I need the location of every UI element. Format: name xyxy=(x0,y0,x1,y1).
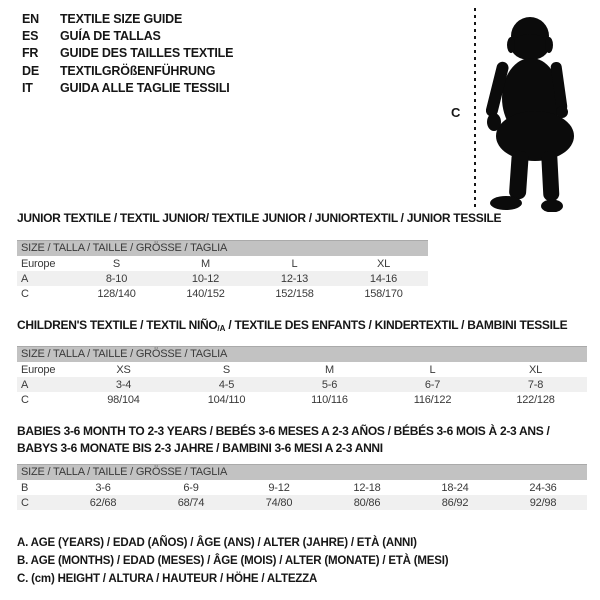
babies-table-body xyxy=(17,480,587,510)
lang-row-es xyxy=(22,28,233,45)
height-dashed-line xyxy=(474,8,476,210)
table-row xyxy=(17,286,428,301)
lang-code: IT xyxy=(22,80,33,95)
junior-table-body xyxy=(17,256,428,301)
lang-title: GUIDA ALLE TAGLIE TESSILI xyxy=(60,80,230,95)
size-value-cell: 140/152 xyxy=(186,287,225,300)
baby-silhouette-icon xyxy=(486,6,586,212)
legend-line-a: A. AGE (YEARS) / EDAD (AÑOS) / ÂGE (ANS) / ALTER (JAHRE) / ETÀ (ANNI) xyxy=(17,537,417,549)
lang-row-de xyxy=(22,63,233,80)
size-header-bar: SIZE / TALLA / TAILLE / GRÖSSE / TAGLIA xyxy=(17,240,428,256)
junior-table xyxy=(17,240,428,301)
row-label-cell: A xyxy=(21,272,29,285)
size-value-cell: 8-10 xyxy=(105,272,128,285)
size-header-bar: SIZE / TALLA / TAILLE / GRÖSSE / TAGLIA xyxy=(17,346,587,362)
row-label-cell: A xyxy=(21,378,29,391)
row-label-cell: B xyxy=(21,481,29,494)
table-row xyxy=(17,271,428,286)
table-row xyxy=(17,495,587,510)
size-value-cell: S xyxy=(112,257,121,270)
size-value-cell: 62/68 xyxy=(89,496,117,509)
row-label-cell: Europe xyxy=(21,363,56,376)
size-value-cell: 110/116 xyxy=(311,393,348,406)
size-value-cell: 98/104 xyxy=(107,393,140,406)
size-value-cell: M xyxy=(325,363,334,376)
row-label-cell: C xyxy=(21,393,29,406)
babies-title-line1: BABIES 3-6 MONTH TO 2-3 YEARS / BEBÉS 3-6 MESES A 2-3 AÑOS / BÉBÉS 3-6 MOIS À 2-3 ANS / xyxy=(17,424,550,438)
language-title-list xyxy=(22,11,233,97)
babies-title-line2: BABYS 3-6 MONATE BIS 2-3 JAHRE / BAMBINI 3-6 MESI A 2-3 ANNI xyxy=(17,440,383,455)
measure-legend xyxy=(17,534,448,588)
size-value-cell: 6-7 xyxy=(424,378,441,391)
size-value-cell: XL xyxy=(528,363,543,376)
size-value-cell: XS xyxy=(116,363,131,376)
size-value-cell: M xyxy=(201,257,210,270)
size-value-cell: 12-18 xyxy=(353,481,381,494)
size-value-cell: 9-12 xyxy=(268,481,290,494)
size-value-cell: 122/128 xyxy=(516,393,555,406)
children-table-body xyxy=(17,362,587,407)
table-row xyxy=(17,362,587,377)
size-value-cell: 68/74 xyxy=(177,496,205,509)
table-row xyxy=(17,480,587,495)
size-value-cell: 74/80 xyxy=(265,496,293,509)
children-table xyxy=(17,346,587,407)
size-value-cell: XL xyxy=(376,257,391,270)
size-value-cell: 6-9 xyxy=(183,481,199,494)
size-value-cell: 80/86 xyxy=(353,496,381,509)
row-label-cell: Europe xyxy=(21,257,56,270)
size-value-cell: 24-36 xyxy=(529,481,557,494)
lang-code: EN xyxy=(22,12,39,26)
size-value-cell: 3-4 xyxy=(115,378,132,391)
size-value-cell: 14-16 xyxy=(369,272,398,285)
lang-code: DE xyxy=(22,63,39,78)
lang-title: TEXTILGRÖßENFÜHRUNG xyxy=(60,63,216,78)
row-label-cell: C xyxy=(21,287,29,300)
babies-table-title xyxy=(17,423,549,456)
size-value-cell: 5-6 xyxy=(321,378,338,391)
legend-line-c: C. (cm) HEIGHT / ALTURA / HAUTEUR / HÖHE / ALTEZZA xyxy=(17,573,318,585)
table-row xyxy=(17,392,587,407)
size-value-cell: 104/110 xyxy=(207,393,246,406)
size-value-cell: 86/92 xyxy=(441,496,469,509)
size-value-cell: L xyxy=(429,363,436,376)
size-header-bar: SIZE / TALLA / TAILLE / GRÖSSE / TAGLIA xyxy=(17,464,587,480)
size-value-cell: L xyxy=(291,257,298,270)
legend-line-b: B. AGE (MONTHS) / EDAD (MESES) / ÂGE (MOIS) / ALTER (MONATE) / ETÀ (MESI) xyxy=(17,555,449,567)
size-value-cell: 7-8 xyxy=(527,378,544,391)
size-value-cell: 3-6 xyxy=(95,481,111,494)
lang-title: GUIDE DES TAILLES TEXTILE xyxy=(60,46,234,61)
size-value-cell: 92/98 xyxy=(529,496,557,509)
size-value-cell: 158/170 xyxy=(364,287,403,300)
lang-code: FR xyxy=(22,46,39,61)
table-row xyxy=(17,377,587,392)
children-title-suffix: / TEXTILE DES ENFANTS / KINDERTEXTIL / BAMBINI TESSILE xyxy=(225,318,568,332)
lang-title: TEXTILE SIZE GUIDE xyxy=(60,12,183,26)
height-measure-label: C xyxy=(451,105,461,120)
junior-table-title: JUNIOR TEXTILE / TEXTIL JUNIOR/ TEXTILE JUNIOR / JUNIORTEXTIL / JUNIOR TESSILE xyxy=(17,211,502,225)
lang-row-en xyxy=(22,11,233,28)
size-value-cell: 4-5 xyxy=(218,378,235,391)
size-value-cell: S xyxy=(222,363,231,376)
children-table-title xyxy=(17,318,567,333)
lang-code: ES xyxy=(22,29,39,44)
table-row xyxy=(17,256,428,271)
row-label-cell: C xyxy=(21,496,29,509)
babies-table xyxy=(17,464,587,510)
lang-row-it xyxy=(22,80,233,97)
size-value-cell: 12-13 xyxy=(280,272,309,285)
size-value-cell: 128/140 xyxy=(97,287,136,300)
children-title-prefix: CHILDREN'S TEXTILE / TEXTIL NIÑO xyxy=(17,318,218,332)
size-value-cell: 10-12 xyxy=(191,272,220,285)
size-value-cell: 18-24 xyxy=(441,481,469,494)
size-value-cell: 116/122 xyxy=(413,393,452,406)
children-title-subscript: /A xyxy=(217,324,226,333)
lang-title: GUÍA DE TALLAS xyxy=(60,29,161,44)
size-value-cell: 152/158 xyxy=(275,287,314,300)
lang-row-fr xyxy=(22,45,233,62)
